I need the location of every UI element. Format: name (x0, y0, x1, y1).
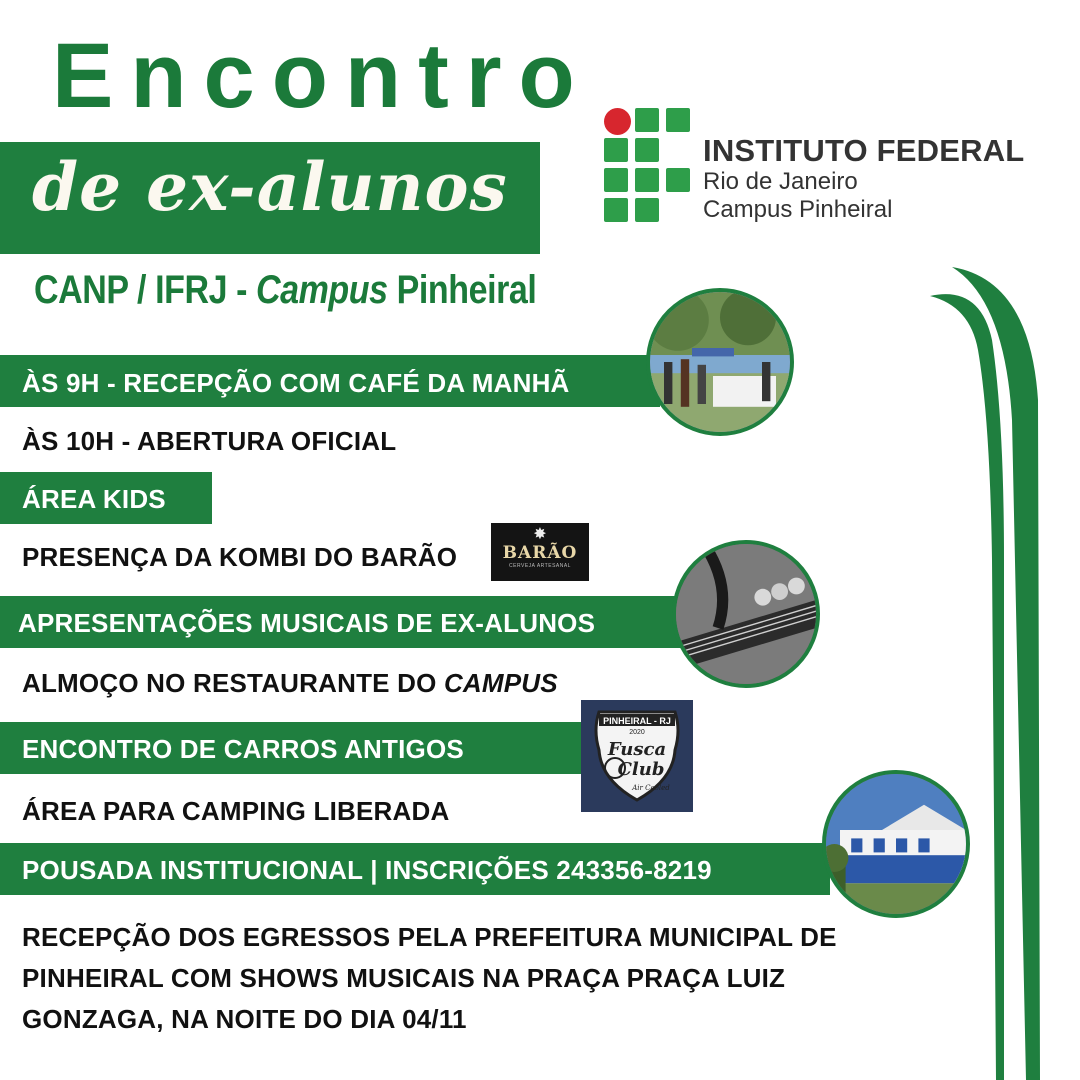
fusca-top-text: PINHEIRAL - RJ (603, 716, 671, 726)
photo-pousada (822, 770, 970, 918)
barao-logo (491, 523, 589, 581)
barao-mark-icon: ✸ (533, 526, 547, 543)
photo-guitar (672, 540, 820, 688)
fusca-club-logo (581, 700, 693, 812)
subtitle-campus: Campus (256, 268, 388, 312)
schedule-item-cars: ENCONTRO DE CARROS ANTIGOS (22, 734, 464, 764)
schedule-item-kombi: PRESENÇA DA KOMBI DO BARÃO (22, 542, 458, 572)
schedule-item-music: APRESENTAÇÕES MUSICAIS DE EX-ALUNOS (18, 608, 596, 638)
subtitle-prefix: CANP / IFRJ - (34, 268, 257, 312)
event-title-script: de ex-alunos (32, 148, 508, 226)
schedule-item-camping: ÁREA PARA CAMPING LIBERADA (22, 796, 450, 826)
schedule-item-breakfast: ÀS 9H - RECEPÇÃO COM CAFÉ DA MANHÃ (22, 368, 570, 398)
closing-note: RECEPÇÃO DOS EGRESSOS PELA PREFEITURA MUNICIPAL DE PINHEIRAL COM SHOWS MUSICAIS NA PRAÇA PRAÇA LUIZ GONZAGA, NA NOITE DO DIA 04/11 (22, 922, 837, 1034)
institution-line3: Campus Pinheiral (703, 195, 893, 223)
subtitle-suffix: Pinheiral (387, 268, 537, 312)
institution-name (703, 134, 1024, 223)
schedule-item-opening: ÀS 10H - ABERTURA OFICIAL (22, 426, 397, 456)
event-title: Encontro (52, 25, 592, 127)
fusca-word-2: Club (617, 759, 665, 780)
event-subtitle (34, 268, 536, 313)
lunch-campus: CAMPUS (443, 668, 558, 698)
fusca-year-text: 2020 (629, 729, 645, 736)
photo-breakfast (646, 288, 794, 436)
barao-tagline: CERVEJA ARTESANAL (509, 563, 571, 569)
barao-wordmark: BARÃO (502, 543, 578, 563)
fusca-word-1: Fusca (607, 739, 667, 760)
institution-line2: Rio de Janeiro (703, 168, 858, 196)
schedule-item-kids-area: ÁREA KIDS (22, 484, 166, 514)
schedule-item-lunch (22, 670, 558, 696)
fusca-tagline: Air Cooled (632, 784, 670, 792)
schedule-item-pousada: POUSADA INSTITUCIONAL | INSCRIÇÕES 243356-8219 (22, 855, 712, 885)
institution-line1: INSTITUTO FEDERAL (703, 133, 1025, 168)
if-logo-icon (604, 108, 690, 224)
lunch-prefix: ALMOÇO NO RESTAURANTE DO (22, 668, 444, 698)
